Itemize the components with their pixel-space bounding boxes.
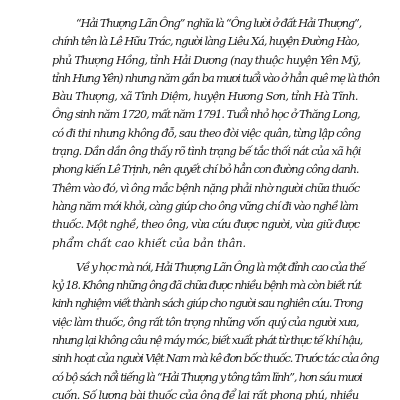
text-line: cuốn. Số lượng bài thuốc của ông để lại rất phong phú, nhiều [52,388,359,400]
text-line: tỉnh Hưng Yên) nhưng năm gần ba mươi tuổi vào ở hẳn quê mẹ là thôn [52,71,380,85]
text-line: chính tên là Lê Hữu Trác, người làng Liêu Xá, huyện Đường Hào, [52,35,359,49]
text-line: kinh nghiệm viết thành sách giúp cho người sau nghiên cứu. Trong [52,297,363,311]
text-line: hàng năm mới khỏi, càng giúp cho ông vững chí đi vào nghề làm [52,199,358,213]
text-line: phủ Thượng Hồng, tỉnh Hải Dương (nay thuộc huyện Yên Mỹ, [52,53,361,67]
paragraph-2 [52,259,379,400]
text-line: kỷ 18. Không những ông đã chữa được nhiều bệnh mà còn biết rút [52,279,361,293]
text-line: phẩm chất cao khiết của bản thân. [52,236,246,250]
text-line: Thêm vào đó, vì ông mắc bệnh nặng phải nhờ người chữa thuốc [52,181,360,195]
text-line: có đi thi nhưng không đỗ, sau theo đòi việc quân, từng lập công [52,126,361,140]
text-line: việc làm thuốc, ông rất tôn trọng những vốn quý của người xưa, [52,315,359,329]
text-line: nhưng lại không câu nệ máy móc, biết xuất phát từ thực tế khí hậu, [52,334,363,348]
text-line: Ông sinh năm 1720, mất năm 1791. Tuổi nhỏ học ở Thăng Long, [52,108,360,122]
text-line: có bộ sách nổi tiếng là “Hải Thượng y tông tâm lĩnh”, hơn sáu mươi [52,370,362,384]
text-line: sinh hoạt của người Việt Nam mà kê đơn bốc thuốc. Trước tác của ông [52,352,379,366]
paragraph-1 [52,15,380,253]
text-line: Bàu Thượng, xã Tình Diệm, huyện Hương Sơn, tỉnh Hà Tĩnh. [52,90,358,104]
text-line: trạng. Dần dần ông thấy rõ tình trạng bế tắc thối nát của xã hội [52,145,361,159]
text-line: thuốc. Một nghề, theo ông, vừa cứu được người, vừa giữ được [52,218,360,232]
text-line: Về y học mà nói, Hải Thượng Lãn Ông là một đỉnh cao của thế [76,260,365,274]
text-line: “Hải Thượng Lãn Ông” nghĩa là “Ông lười ở đất Hải Thượng”, [76,17,362,30]
text-line: phong kiến Lê Trịnh, nên quyết chí bỏ hẳn con đường công danh. [52,163,359,177]
